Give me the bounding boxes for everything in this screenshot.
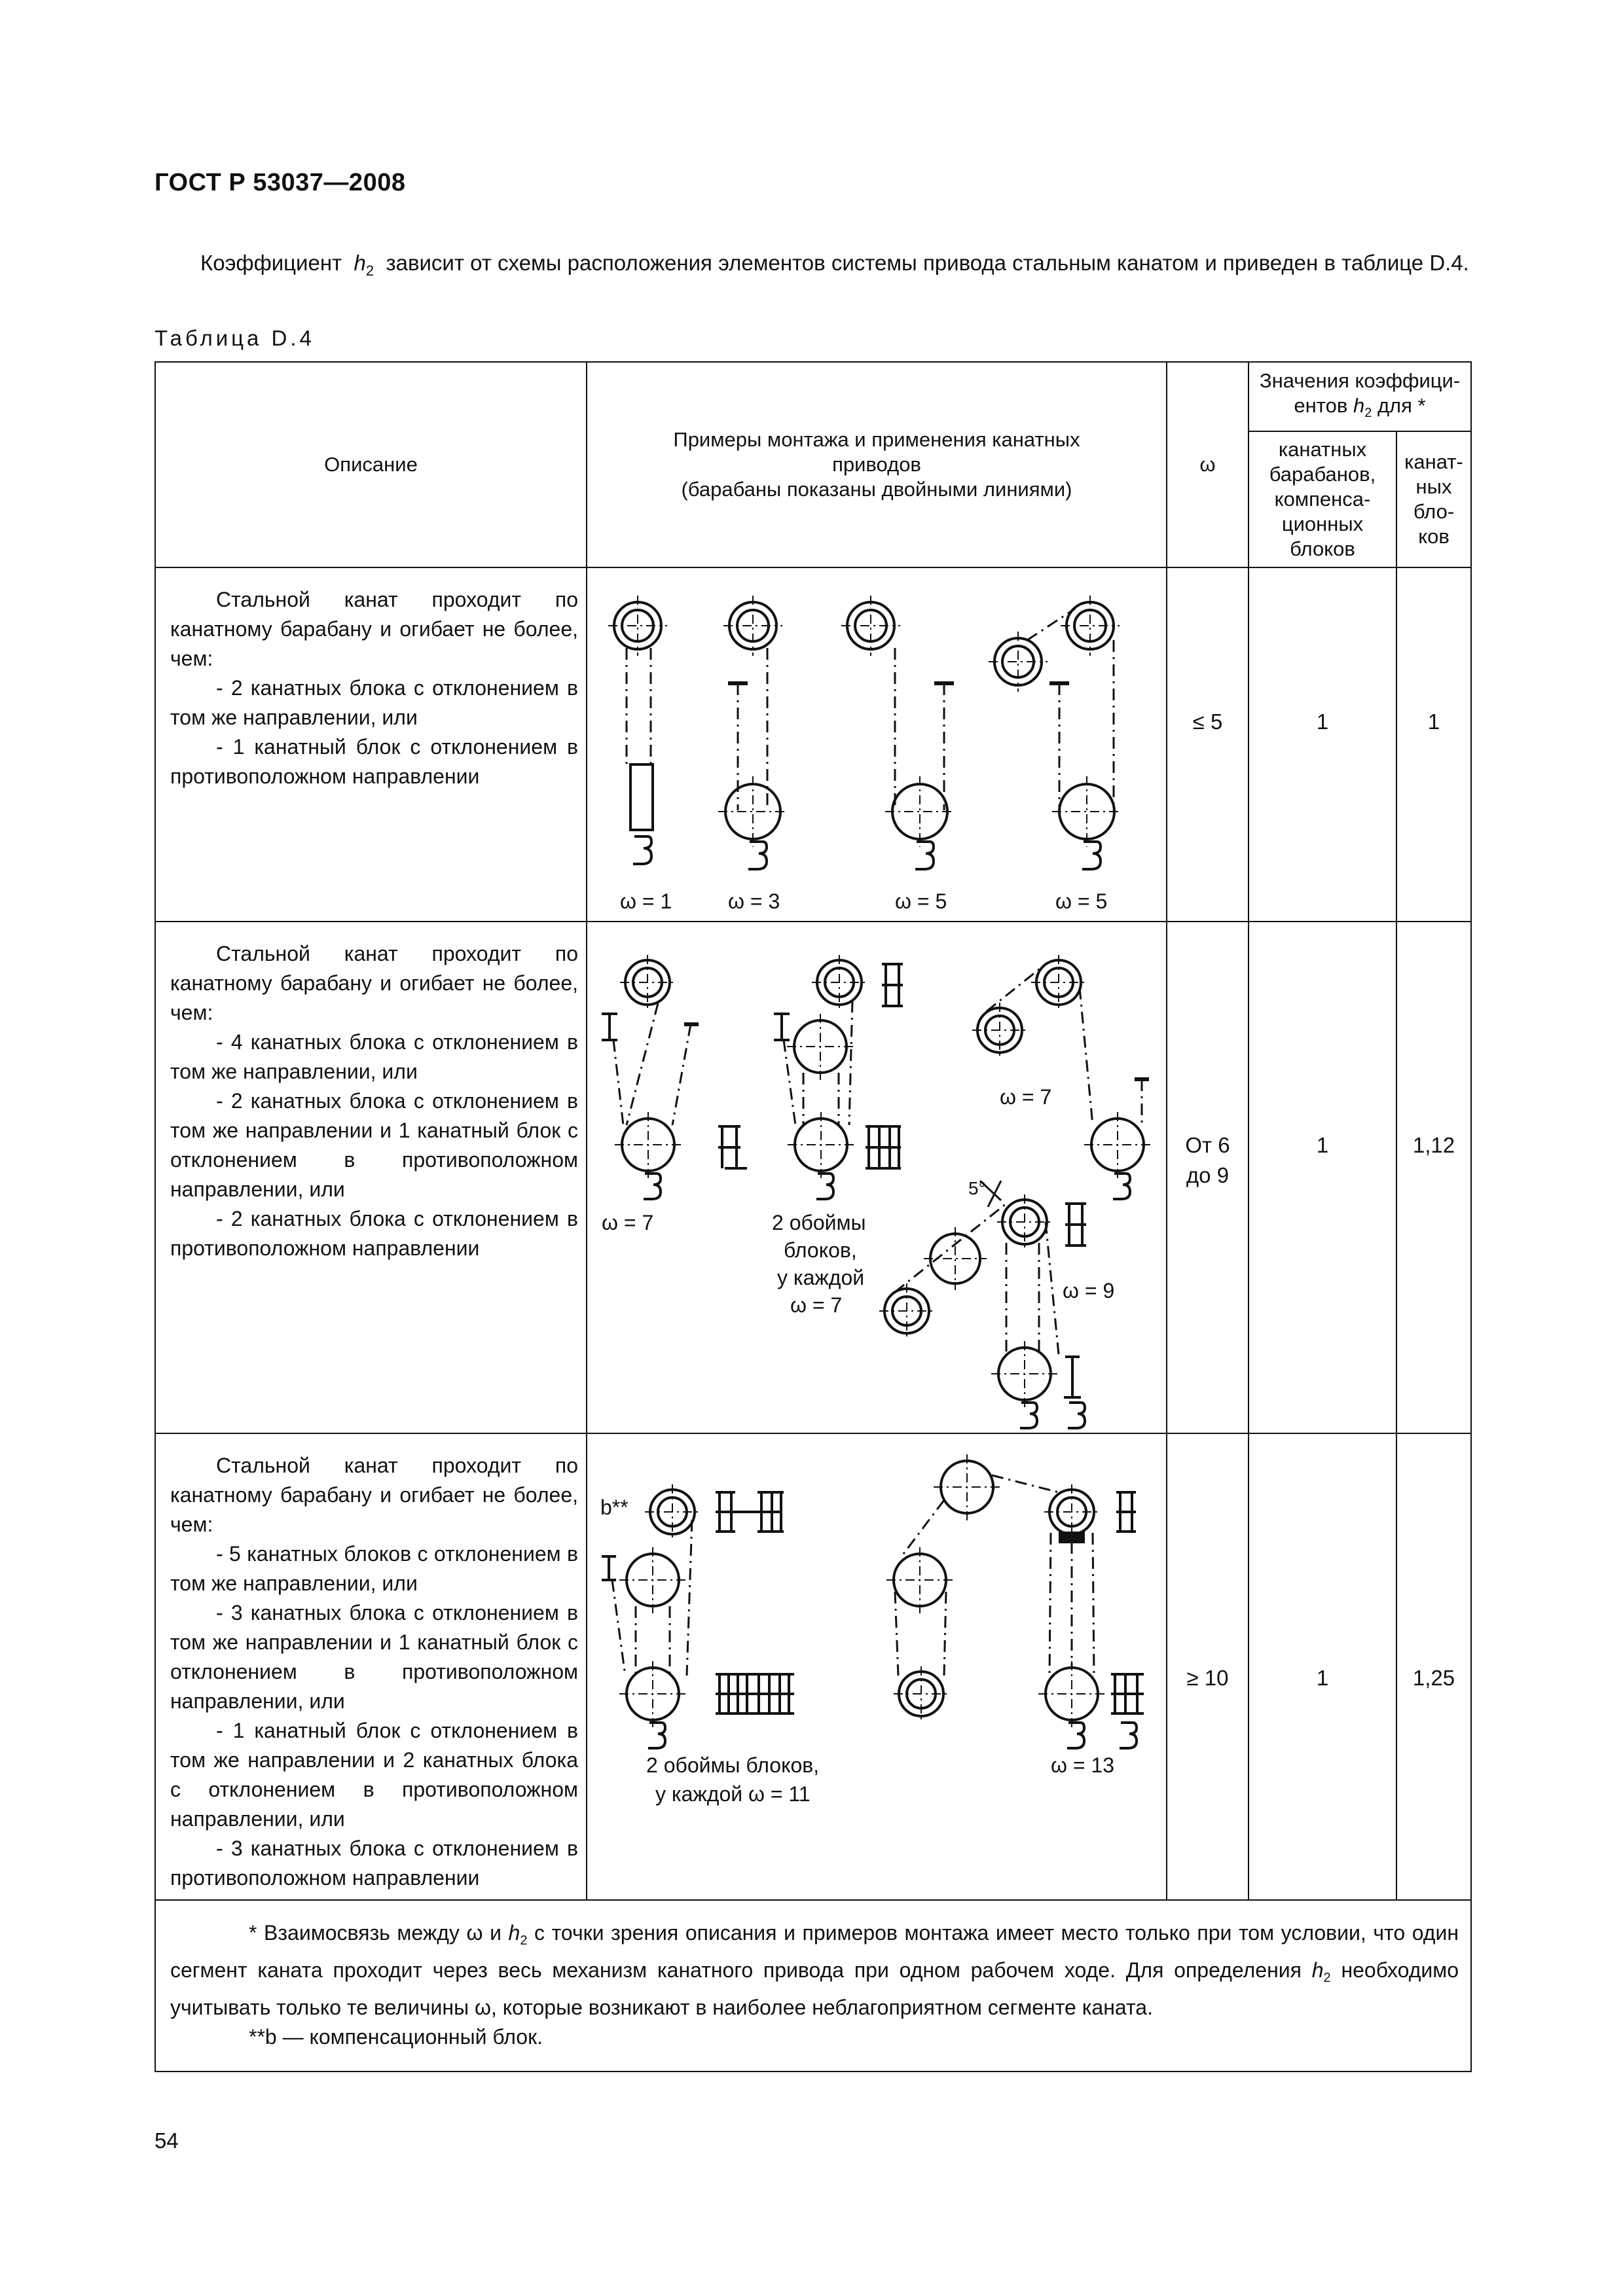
compensating-block-label: b** [600, 1495, 629, 1519]
table-row [155, 1433, 1471, 1900]
diagram-caption: 2 обоймы блоков, [646, 1753, 820, 1777]
omega-label: ω = 1 [620, 889, 672, 913]
row2-omega: От 6 до 9 [1167, 922, 1249, 1433]
weight-block [630, 764, 653, 830]
pulley-icon [615, 1112, 682, 1179]
drum-icon [997, 1194, 1052, 1249]
drum-icon [1044, 1484, 1099, 1539]
table-row [155, 567, 1471, 922]
omega-label: ω = 13 [1051, 1753, 1115, 1777]
drum-side-icon [716, 1492, 784, 1532]
hook-icon [1120, 1723, 1137, 1748]
row1-diagram-svg [587, 568, 1167, 921]
omega-label: ω = 9 [1063, 1279, 1115, 1302]
pulley-side-icon [1111, 1674, 1144, 1713]
anchor-mark [774, 1014, 790, 1040]
row2-diagram [587, 922, 1167, 1433]
hook-icon [633, 836, 651, 864]
hook-icon [644, 1174, 661, 1199]
diagram-caption: блоков, [784, 1238, 857, 1262]
row1-diagram [587, 567, 1167, 922]
pulley-icon [619, 1547, 686, 1614]
row1-omega: ≤ 5 [1167, 567, 1249, 922]
row1-h2-drums: 1 [1249, 567, 1396, 922]
header-omega: ω [1167, 362, 1249, 567]
table-caption: Таблица D.4 [155, 326, 315, 350]
header-blocks: канат- ных бло- ков [1396, 431, 1471, 567]
pulley-side-icon [716, 1674, 794, 1713]
anchor-mark [1060, 1533, 1084, 1542]
row3-h2-drums: 1 [1249, 1433, 1396, 1900]
row3-h2-blocks: 1,25 [1396, 1433, 1471, 1900]
pulley-side-icon [718, 1126, 747, 1168]
drum-icon [723, 596, 782, 656]
intro-paragraph: Коэффициент $h_2$ зависит от схемы расположения элементов системы привода стальным канатом и приведен в таблице D.4. [200, 251, 1469, 279]
pulley-icon [934, 1454, 1000, 1521]
drum-side-icon [882, 964, 903, 1006]
angle-label: 5° [968, 1178, 986, 1198]
table-row [155, 922, 1471, 1433]
hook-icon [1067, 1723, 1084, 1748]
pulley-icon [718, 776, 788, 847]
pulley-icon [787, 1014, 854, 1081]
anchor-mark [602, 1014, 617, 1040]
pulley-icon [924, 1227, 987, 1290]
drum-side-icon [1116, 1492, 1136, 1532]
anchor-mark [602, 1556, 616, 1580]
row2-description: Стальной канат проходит по канатному барабану и огибает не более, чем: - 4 канатных блока с отклонением в том же направлении, или - 2 канатных блока с отклонением в том же направлении и 1 канатный блок с отклонением в противоположном направлении, или - 2 канатных блока с отклонением в противоположном направлении [155, 922, 587, 1433]
drum-icon [989, 632, 1048, 692]
pulley-icon [619, 1661, 686, 1728]
row2-h2-drums: 1 [1249, 922, 1396, 1433]
row3-omega: ≥ 10 [1167, 1433, 1249, 1900]
hook-icon [1068, 1403, 1085, 1428]
coefficient-table [155, 361, 1472, 2072]
diagram-caption: у каждой ω = 11 [655, 1782, 811, 1806]
pulley-side-icon [866, 1126, 901, 1168]
omega-label: ω = 3 [728, 889, 780, 913]
table-footnote: * Взаимосвязь между ω и $h_2$ с точки зрения описания и примеров монтажа имеет место только при том условии, что один сегмент каната проходит через весь механизм канатного привода при одном рабочем ходе. Для определения $h_2$ необходимо учитывать только те величины ω, которые возникают в наиболее неблагоприятном сегменте каната. **b — компенсационный блок. [155, 1900, 1471, 2072]
omega-label: ω = 5 [1055, 889, 1108, 913]
row3-diagram-svg [587, 1435, 1167, 1899]
row3-description: Стальной канат проходит по канатному барабану и огибает не более, чем: - 5 канатных блоков с отклонением в том же направлении, или - 3 канатных блока с отклонением в том же направлении и 1 канатный блок с отклонением в противоположном направлении, или - 1 канатный блок с отклонением в том же направлении и 2 канатных блока с отклонением в противоположном направлении, или - 3 канатных блока с отклонением в противоположном направлении [155, 1433, 587, 1900]
drum-icon [972, 1003, 1027, 1058]
row2-diagram-svg [587, 922, 1167, 1433]
header-values-group: Значения коэффици- ентов $h_2$ для * [1249, 362, 1471, 431]
drum-icon [879, 1283, 934, 1338]
pulley-icon [991, 1341, 1058, 1408]
drum-icon [1031, 955, 1086, 1010]
row2-h2-blocks: 1,12 [1396, 922, 1471, 1433]
hook-icon [816, 1174, 833, 1199]
omega-label: ω = 7 [602, 1211, 654, 1234]
hook-icon [648, 1723, 665, 1748]
row1-h2-blocks: 1 [1396, 567, 1471, 922]
pulley-icon [1038, 1661, 1105, 1728]
drum-icon [894, 1666, 949, 1721]
omega-label: ω = 7 [1000, 1085, 1052, 1109]
hook-icon [748, 842, 767, 869]
pulley-icon [886, 1547, 953, 1614]
pulley-icon [1052, 776, 1122, 847]
header-drums: канатных барабанов, компенса- ционных блоков [1249, 431, 1396, 567]
hook-icon [1020, 1403, 1037, 1428]
hook-icon [915, 842, 934, 869]
document-id: ГОСТ Р 53037—2008 [155, 169, 406, 196]
drum-icon [812, 955, 867, 1010]
row3-diagram [587, 1433, 1167, 1900]
row1-description: Стальной канат проходит по канатному барабану и огибает не более, чем: - 2 канатных блока с отклонением в том же направлении, или - 1 канатный блок с отклонением в противоположном направлении [155, 567, 587, 922]
anchor-mark [1064, 1357, 1081, 1397]
drum-icon [608, 596, 667, 656]
pulley-icon [788, 1112, 854, 1179]
drum-side-icon [1065, 1204, 1086, 1246]
hook-icon [1113, 1174, 1130, 1199]
header-description: Описание [155, 362, 587, 567]
drum-icon [620, 955, 675, 1010]
page-number: 54 [155, 2128, 179, 2153]
header-examples: Примеры монтажа и применения канатных приводов (барабаны показаны двойными линиями) [587, 362, 1167, 567]
diagram-caption: 2 обоймы [772, 1211, 866, 1234]
hook-icon [1082, 842, 1101, 869]
diagram-caption: у каждой [777, 1266, 865, 1289]
drum-icon [841, 596, 900, 656]
omega-label: ω = 5 [895, 889, 947, 913]
omega-label: ω = 7 [790, 1293, 843, 1317]
drum-icon [1061, 596, 1120, 656]
